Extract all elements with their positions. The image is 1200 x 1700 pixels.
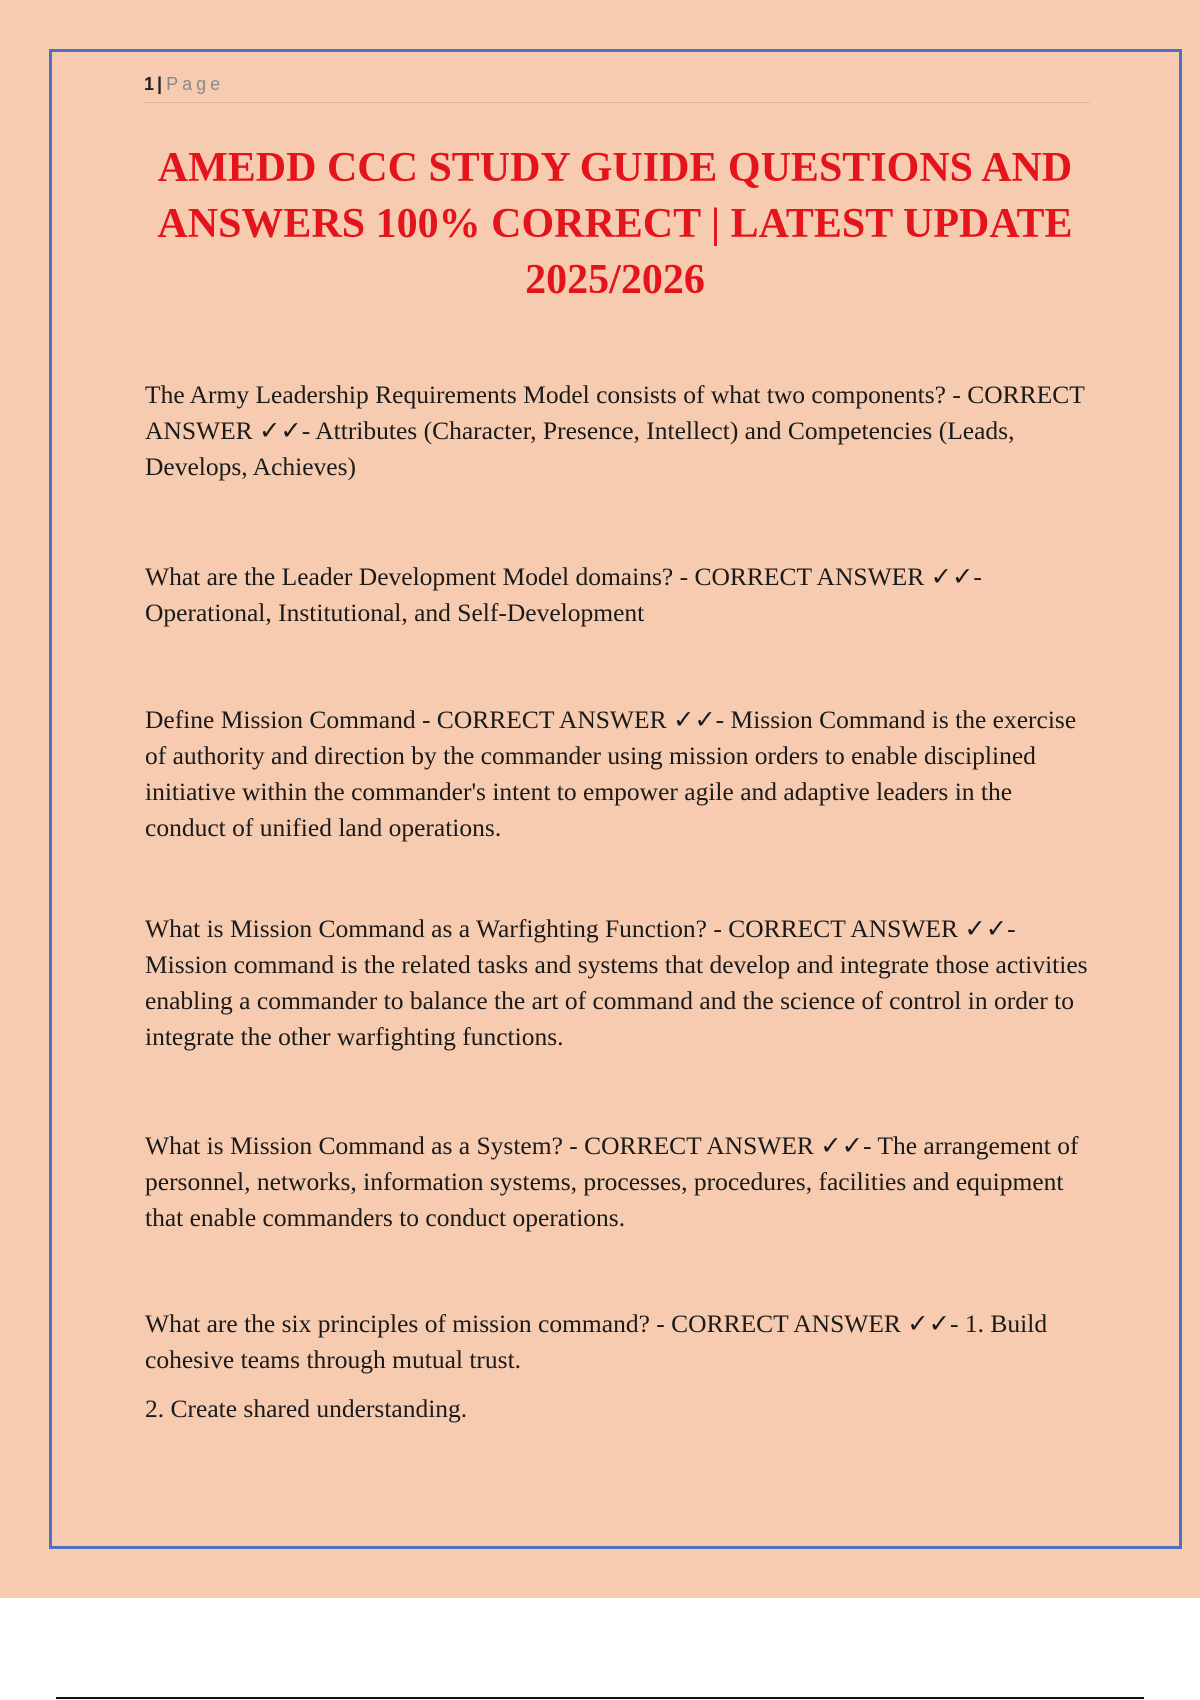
qa-item-mission-command-system: What is Mission Command as a System? - CORRECT ANSWER ✓✓- The arrangement of personnel, networks, information systems, processes, procedures, facilities and equipment that enable commanders to conduct operations. bbox=[145, 1131, 1079, 1232]
qa-item-six-principles: What are the six principles of mission command? - CORRECT ANSWER ✓✓- 1. Build cohesive teams through mutual trust. bbox=[145, 1309, 1048, 1374]
qa-item-define-mission-command: Define Mission Command - CORRECT ANSWER ✓✓- Mission Command is the exercise of authority and direction by the commander using mission orders to enable disciplined initiative within the commander's intent to empower agile and adaptive leaders in the conduct of unified land operations. bbox=[145, 705, 1077, 842]
qa-item-leadership-requirements-model: The Army Leadership Requirements Model consists of what two components? - CORRECT ANSWER ✓✓- Attributes (Character, Presence, Intellect) and Competencies (Leads, Develops, Achieves) bbox=[145, 380, 1085, 481]
qa-item-six-principles-continued: 2. Create shared understanding. bbox=[145, 1394, 468, 1423]
qa-item-leader-development-domains: What are the Leader Development Model domains? - CORRECT ANSWER ✓✓- Operational, Institutional, and Self-Development bbox=[145, 562, 982, 627]
page-header bbox=[144, 74, 1090, 103]
page-number-separator: | bbox=[157, 74, 163, 94]
footer-divider bbox=[56, 1697, 1144, 1699]
page-label: Page bbox=[166, 74, 225, 94]
document-title: AMEDD CCC STUDY GUIDE QUESTIONS AND ANSWERS 100% CORRECT | LATEST UPDATE 2025/2026 bbox=[157, 145, 1073, 303]
page-number: 1 bbox=[144, 74, 155, 94]
qa-item-mission-command-warfighting-function: What is Mission Command as a Warfighting Function? - CORRECT ANSWER ✓✓- Mission command is the related tasks and systems that develop and integrate those activities enabling a commander to balance the art of command and the science of control in order to integrate the other warfighting functions. bbox=[145, 914, 1088, 1051]
